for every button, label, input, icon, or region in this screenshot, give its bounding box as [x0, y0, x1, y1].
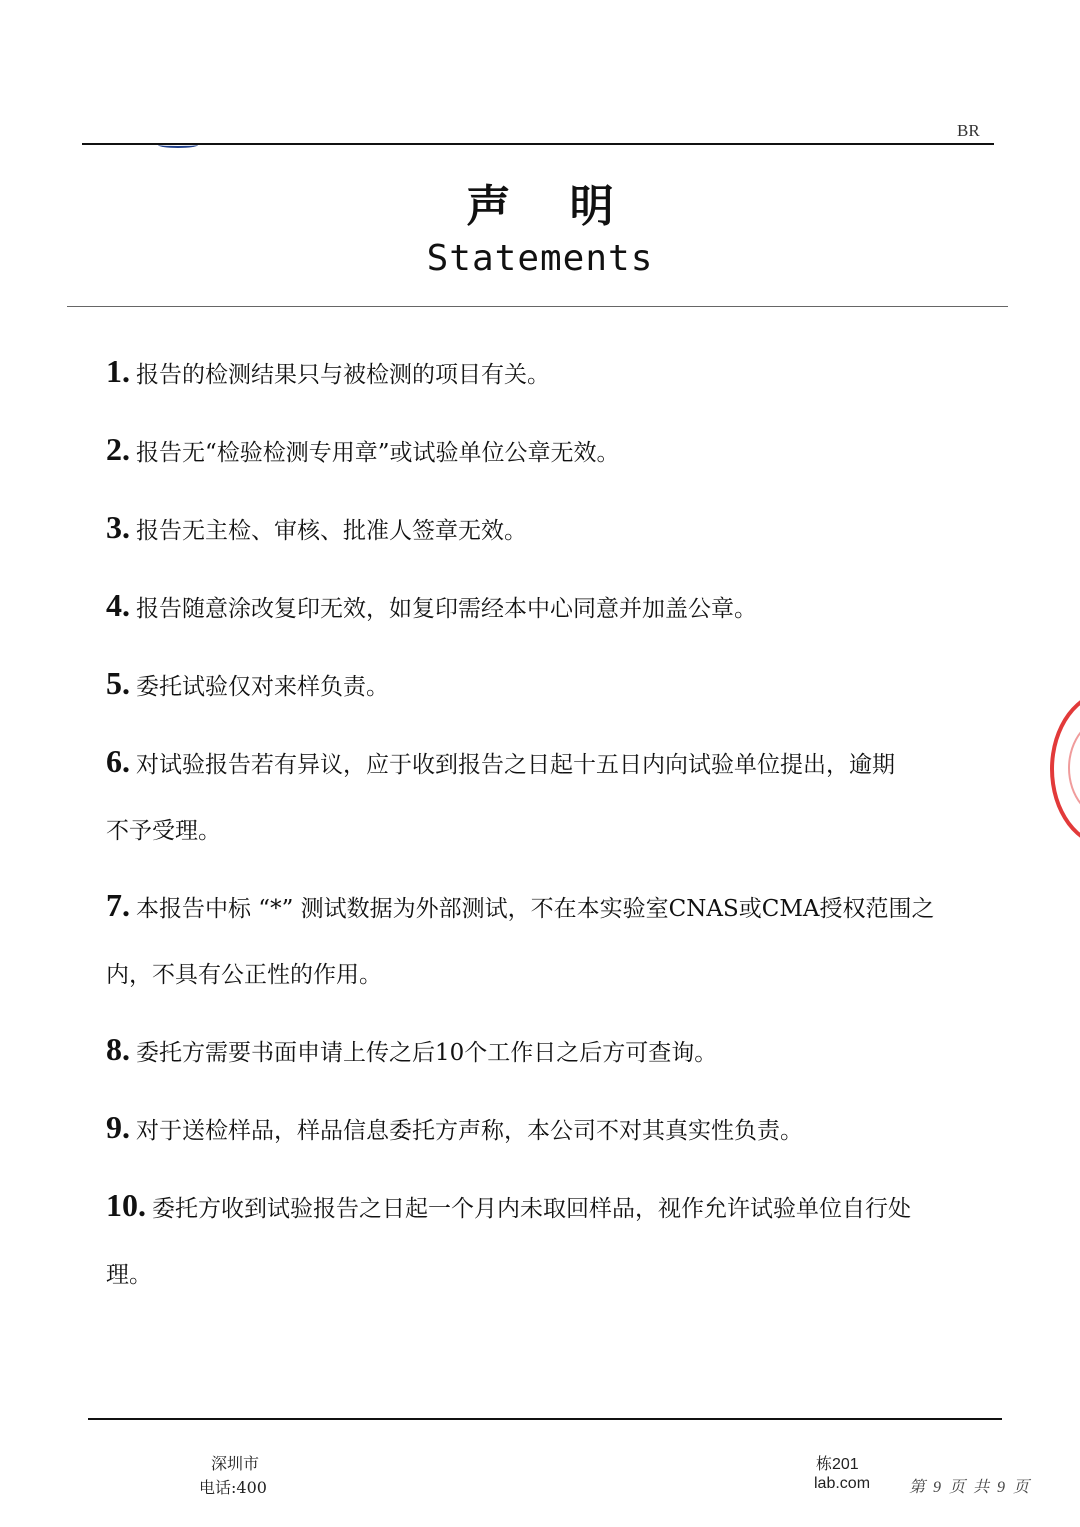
item-number: 9. [106, 1109, 130, 1145]
statement-item [106, 338, 1006, 408]
item-text: 委托方收到试验报告之日起一个月内未取回样品，视作允许试验单位自行处 [152, 1196, 911, 1222]
footer-website: lab.com [814, 1475, 871, 1492]
official-seal-stamp [1050, 690, 1080, 848]
item-number: 7. [106, 887, 130, 923]
item-text-continued: 内，不具有公正性的作用。 [106, 962, 382, 988]
statement-item [106, 416, 1006, 486]
statement-list [106, 338, 1006, 1316]
footer-building: 栋201 [816, 1456, 859, 1473]
item-text: 报告无主检、审核、批准人签章无效。 [136, 518, 527, 544]
item-text: 委托方需要书面申请上传之后10个工作日之后方可查询。 [136, 1040, 718, 1066]
statement-item [106, 872, 1006, 1008]
item-text: 对试验报告若有异议，应于收到报告之日起十五日内向试验单位提出，逾期 [136, 752, 895, 778]
item-text: 本报告中标 “*” 测试数据为外部测试，不在本实验室CNAS或CMA授权范围之 [136, 896, 935, 922]
footer-divider [88, 1418, 1002, 1420]
item-number: 5. [106, 665, 130, 701]
statement-item [106, 650, 1006, 720]
item-number: 2. [106, 431, 130, 467]
statement-item [106, 728, 1006, 864]
header-divider [82, 143, 994, 145]
item-text: 报告无“检验检测专用章”或试验单位公章无效。 [136, 440, 620, 466]
statement-item [106, 1016, 1006, 1086]
item-text-continued: 理。 [106, 1262, 152, 1288]
header-code: BR [957, 121, 980, 140]
statement-item [106, 1172, 1006, 1308]
statement-item [106, 494, 1006, 564]
item-text: 对于送检样品，样品信息委托方声称，本公司不对其真实性负责。 [136, 1118, 803, 1144]
item-number: 4. [106, 587, 130, 623]
footer-address: 深圳市 [211, 1454, 260, 1473]
item-text: 委托试验仅对来样负责。 [136, 674, 389, 700]
item-text: 报告的检测结果只与被检测的项目有关。 [136, 362, 550, 388]
page-number: 第 9 页 共 9 页 [909, 1479, 1032, 1496]
page-subtitle: Statements [426, 238, 654, 279]
page-title: 声 明 [466, 181, 636, 232]
footer-phone: 电话:400 [199, 1478, 267, 1497]
item-text-continued: 不予受理。 [106, 818, 221, 844]
item-number: 10. [106, 1187, 146, 1223]
statement-item [106, 1094, 1006, 1164]
item-number: 1. [106, 353, 130, 389]
item-number: 8. [106, 1031, 130, 1067]
statement-item [106, 572, 1006, 642]
item-number: 6. [106, 743, 130, 779]
item-text: 报告随意涂改复印无效，如复印需经本中心同意并加盖公章。 [136, 596, 757, 622]
section-divider [67, 306, 1008, 307]
item-number: 3. [106, 509, 130, 545]
